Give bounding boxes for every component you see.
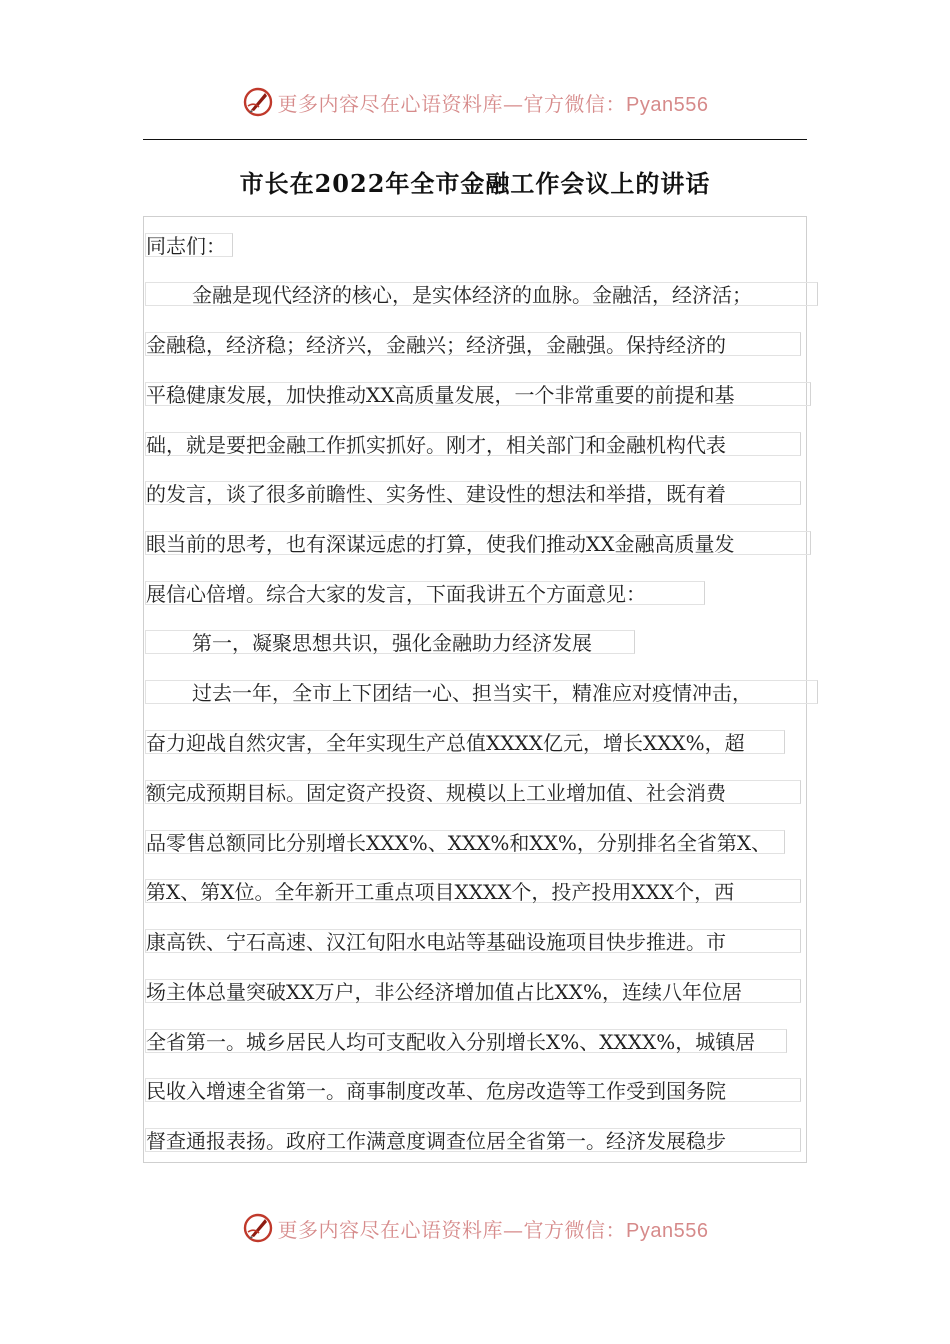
salutation-line: 同志们：	[145, 233, 233, 257]
text-line: 础，就是要把金融工作抓实抓好。刚才，相关部门和金融机构代表	[145, 432, 801, 456]
text-line: 过去一年，全市上下团结一心、担当实干，精准应对疫情冲击，	[145, 680, 818, 704]
text-line: 眼当前的思考，也有深谋远虑的打算，使我们推动XX金融高质量发	[145, 531, 811, 555]
text-line: 全省第一。城乡居民人均可支配收入分别增长X%、XXXX%，城镇居	[145, 1029, 787, 1053]
header-watermark	[0, 82, 950, 122]
text-line: 第X、第X位。全年新开工重点项目XXXX个，投产投用XXX个，西	[145, 879, 801, 903]
watermark-text: 更多内容尽在心语资料库—官方微信：Pyan556	[277, 1217, 709, 1242]
text-line: 金融是现代经济的核心，是实体经济的血脉。金融活，经济活；	[145, 282, 818, 306]
text-line: 平稳健康发展，加快推动XX高质量发展，一个非常重要的前提和基	[145, 382, 811, 406]
text-line: 品零售总额同比分别增长XXX%、XXX%和XX%，分别排名全省第X、	[145, 830, 785, 854]
section-heading: 第一，凝聚思想共识，强化金融助力经济发展	[145, 630, 635, 654]
watermark-text: 更多内容尽在心语资料库—官方微信：Pyan556	[277, 91, 709, 116]
footer-watermark	[0, 1208, 950, 1248]
text-line: 金融稳，经济稳；经济兴，金融兴；经济强，金融强。保持经济的	[145, 332, 801, 356]
text-line: 场主体总量突破XX万户，非公经济增加值占比XX%，连续八年位居	[145, 979, 801, 1003]
text-line: 康高铁、宁石高速、汉江旬阳水电站等基础设施项目快步推进。市	[145, 929, 801, 953]
quill-logo-icon	[242, 86, 274, 118]
text-line: 督查通报表扬。政府工作满意度调查位居全省第一。经济发展稳步	[145, 1128, 801, 1152]
page-title: 市长在2022年全市金融工作会议上的讲话	[239, 169, 711, 198]
text-line: 民收入增速全省第一。商事制度改革、危房改造等工作受到国务院	[145, 1078, 801, 1102]
header-divider	[143, 139, 807, 140]
text-line: 额完成预期目标。固定资产投资、规模以上工业增加值、社会消费	[145, 780, 801, 804]
text-line: 奋力迎战自然灾害，全年实现生产总值XXXX亿元，增长XXX%，超	[145, 730, 785, 754]
quill-logo-icon	[242, 1212, 274, 1244]
text-line: 的发言，谈了很多前瞻性、实务性、建设性的想法和举措，既有着	[145, 481, 801, 505]
text-line: 展信心倍增。综合大家的发言，下面我讲五个方面意见：	[145, 581, 705, 605]
